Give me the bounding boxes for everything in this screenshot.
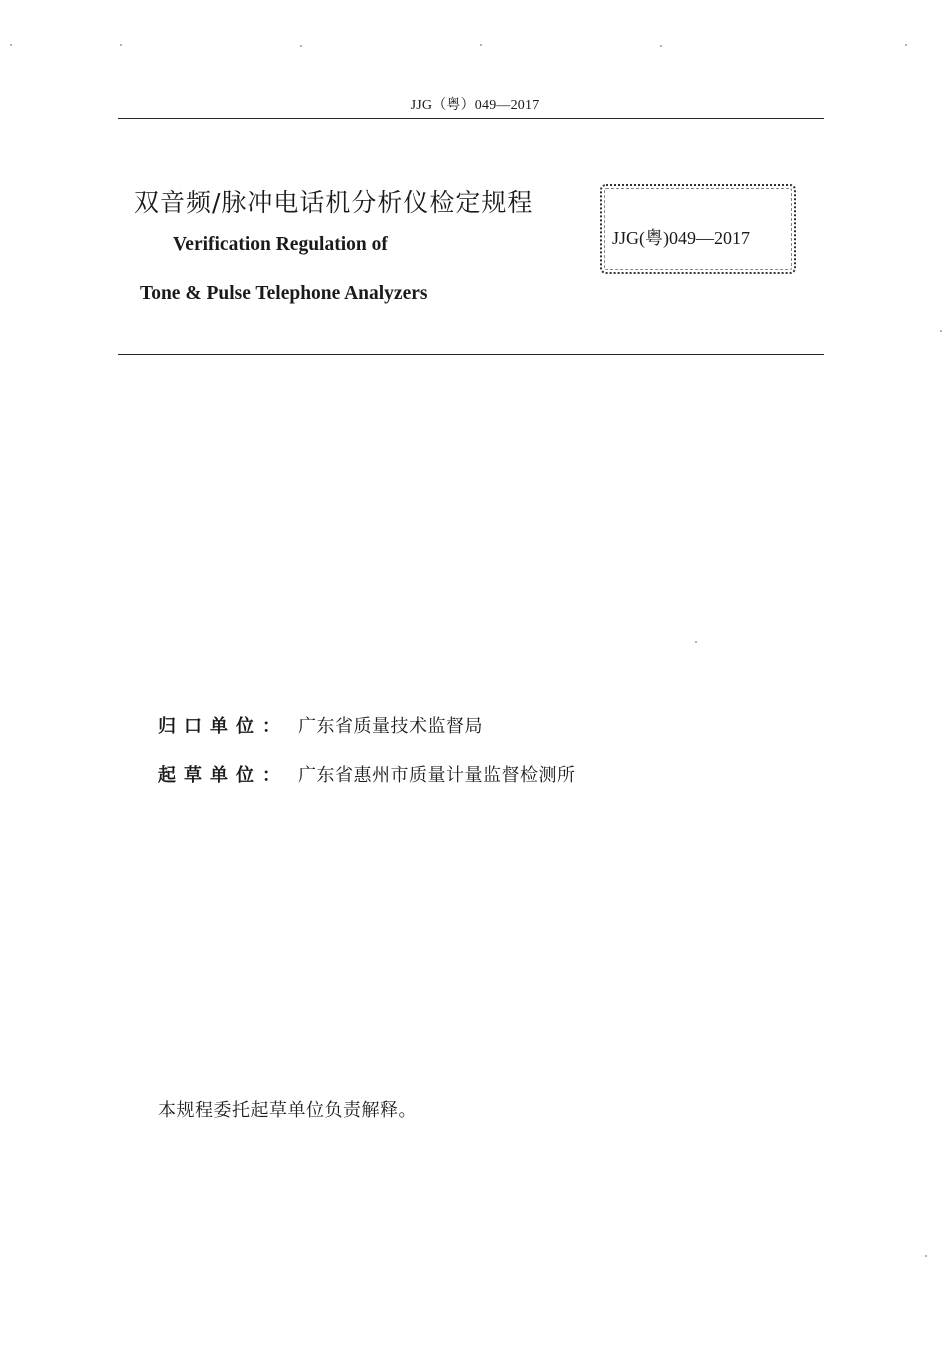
standard-code-box-text: JJG(粤)049—2017: [612, 228, 750, 248]
scan-speck: [300, 45, 302, 47]
scan-speck: [10, 44, 12, 46]
drafting-unit-label: 起草单位：: [158, 765, 288, 786]
scan-speck: [120, 44, 122, 46]
scan-speck: [905, 44, 907, 46]
interpretation-note: 本规程委托起草单位负责解释。: [158, 1100, 417, 1121]
scan-speck: [660, 45, 662, 47]
header-rule: [118, 118, 824, 119]
scan-speck: [925, 1255, 927, 1257]
scan-speck: [695, 641, 697, 643]
drafting-unit-value: 广东省惠州市质量计量监督检测所: [298, 765, 576, 786]
governing-unit-row: [158, 712, 483, 738]
scan-speck: [940, 330, 942, 332]
title-bottom-rule: [118, 354, 824, 355]
title-english-line2: Tone & Pulse Telephone Analyzers: [140, 283, 428, 304]
scan-speck: [480, 44, 482, 46]
governing-unit-label: 归口单位：: [158, 716, 288, 737]
title-chinese: 双音频/脉冲电话机分析仪检定规程: [134, 188, 534, 217]
governing-unit-value: 广东省质量技术监督局: [298, 716, 483, 737]
title-english-line1: Verification Regulation of: [173, 234, 388, 255]
drafting-unit-row: [158, 761, 576, 787]
header-standard-code: JJG（粤）049—2017: [410, 98, 540, 113]
